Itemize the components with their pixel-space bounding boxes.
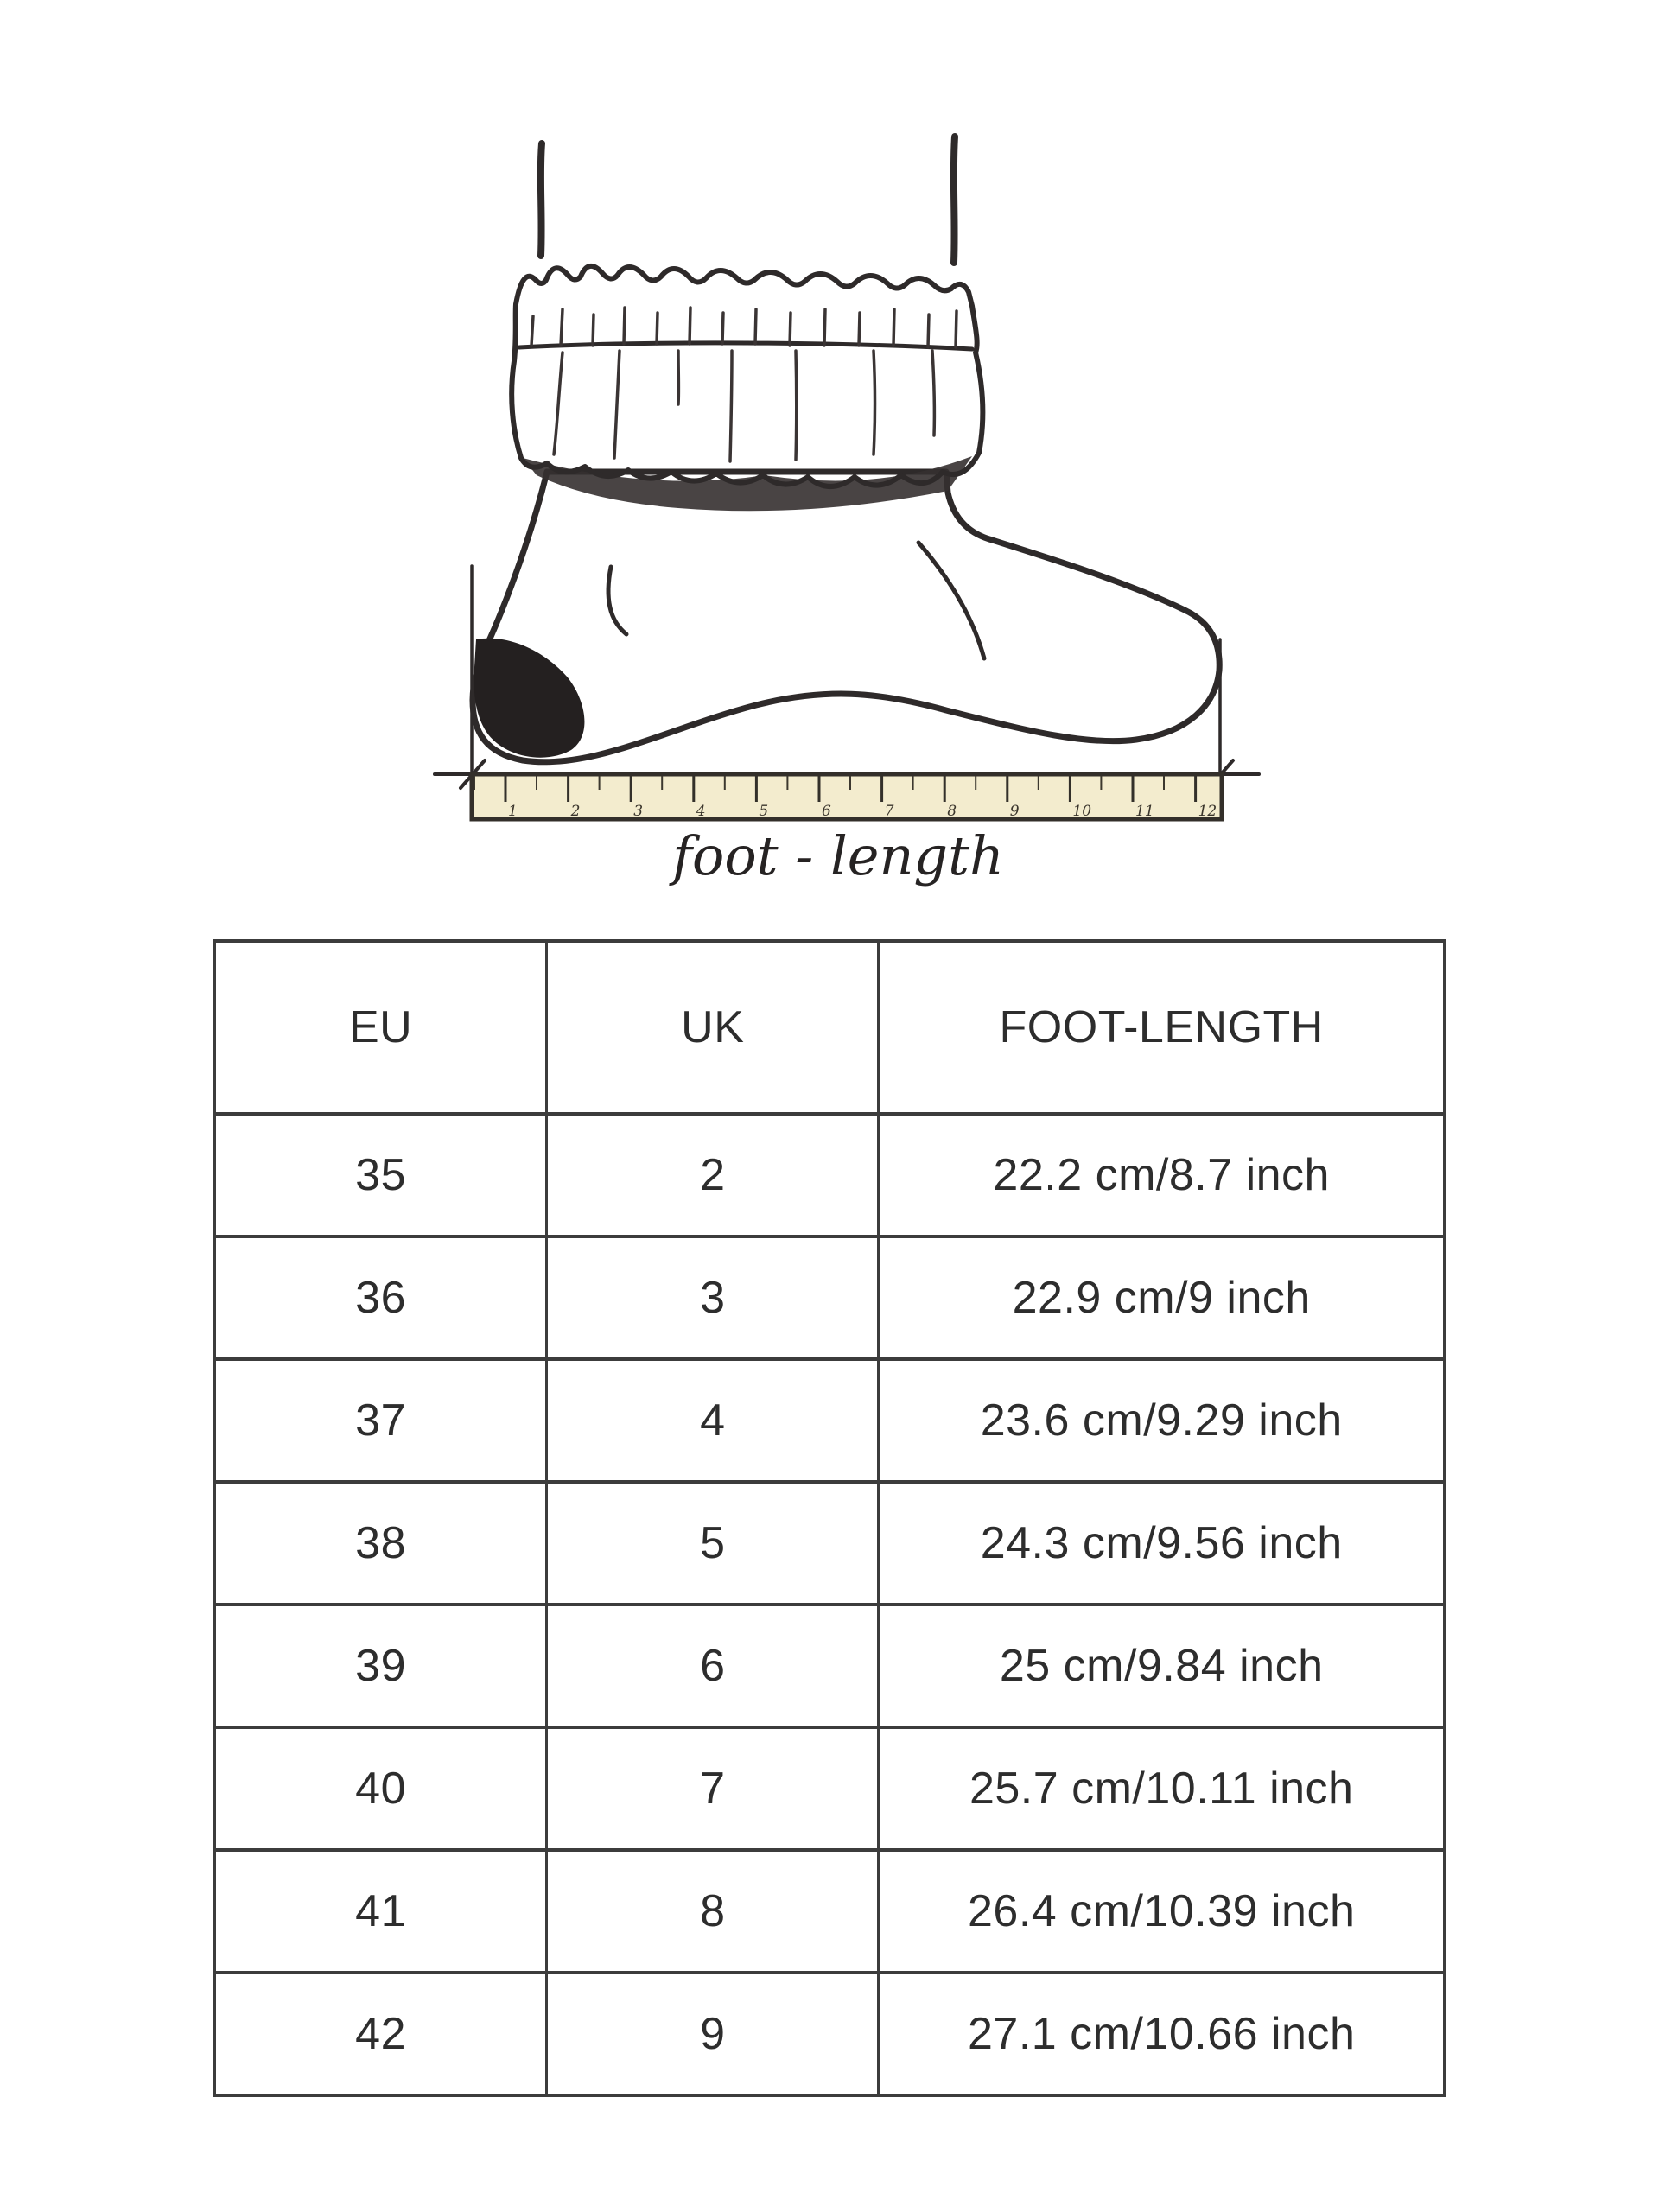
cell-uk: 5 [547, 1482, 879, 1605]
table-row [215, 1114, 1445, 1236]
cell-eu: 36 [215, 1236, 547, 1359]
ruler-tick-number: 2 [570, 803, 581, 820]
ruler-tick-number: 6 [822, 803, 831, 820]
ruler-tick-number: 1 [508, 803, 518, 820]
ruffle-cuff [512, 266, 982, 486]
cell-foot-length: 25.7 cm/10.11 inch [879, 1727, 1445, 1850]
ruffle-folds [554, 351, 934, 461]
table-row [215, 1727, 1445, 1850]
sock-creases [608, 543, 984, 658]
ruler-tick-number: 8 [947, 803, 957, 820]
cell-foot-length: 22.9 cm/9 inch [879, 1236, 1445, 1359]
cell-foot-length: 27.1 cm/10.66 inch [879, 1973, 1445, 2095]
heel-patch [474, 639, 584, 758]
cell-eu: 37 [215, 1359, 547, 1482]
cell-eu: 42 [215, 1973, 547, 2095]
sock-drawing [393, 82, 1266, 912]
cell-eu: 35 [215, 1114, 547, 1236]
col-header-eu: EU [215, 941, 547, 1114]
cell-foot-length: 23.6 cm/9.29 inch [879, 1359, 1445, 1482]
cell-eu: 40 [215, 1727, 547, 1850]
col-header-foot-length: FOOT-LENGTH [879, 941, 1445, 1114]
cell-uk: 8 [547, 1850, 879, 1973]
ruler [472, 774, 1222, 820]
ruler-tick-number: 11 [1135, 803, 1154, 820]
ruler-tick-number: 7 [884, 803, 894, 820]
cell-eu: 41 [215, 1850, 547, 1973]
cell-uk: 4 [547, 1359, 879, 1482]
table-row [215, 1605, 1445, 1727]
foot-length-label: foot - length [672, 824, 1004, 887]
table-row [215, 1973, 1445, 2095]
sock-straps [541, 137, 955, 263]
ruler-tick-number: 5 [759, 803, 769, 820]
ruler-body [472, 774, 1222, 819]
cell-foot-length: 26.4 cm/10.39 inch [879, 1850, 1445, 1973]
table-row [215, 1236, 1445, 1359]
sock-measurement-illustration [393, 82, 1266, 912]
ruler-tick-number: 10 [1072, 803, 1092, 820]
size-table [213, 939, 1446, 2097]
cell-uk: 9 [547, 1973, 879, 2095]
sock-body [473, 472, 1219, 762]
cell-foot-length: 24.3 cm/9.56 inch [879, 1482, 1445, 1605]
table-row [215, 1850, 1445, 1973]
cell-uk: 2 [547, 1114, 879, 1236]
cell-uk: 3 [547, 1236, 879, 1359]
ruler-tick-number: 4 [696, 803, 706, 820]
cell-foot-length: 22.2 cm/8.7 inch [879, 1114, 1445, 1236]
cell-eu: 38 [215, 1482, 547, 1605]
table-row [215, 1359, 1445, 1482]
header-row [215, 941, 1445, 1114]
ruler-tick-number: 12 [1198, 803, 1217, 820]
cell-uk: 6 [547, 1605, 879, 1727]
cell-uk: 7 [547, 1727, 879, 1850]
col-header-uk: UK [547, 941, 879, 1114]
ruler-tick-number: 9 [1009, 803, 1020, 820]
cell-eu: 39 [215, 1605, 547, 1727]
cell-foot-length: 25 cm/9.84 inch [879, 1605, 1445, 1727]
table-row [215, 1482, 1445, 1605]
ruler-tick-number: 3 [633, 803, 644, 820]
